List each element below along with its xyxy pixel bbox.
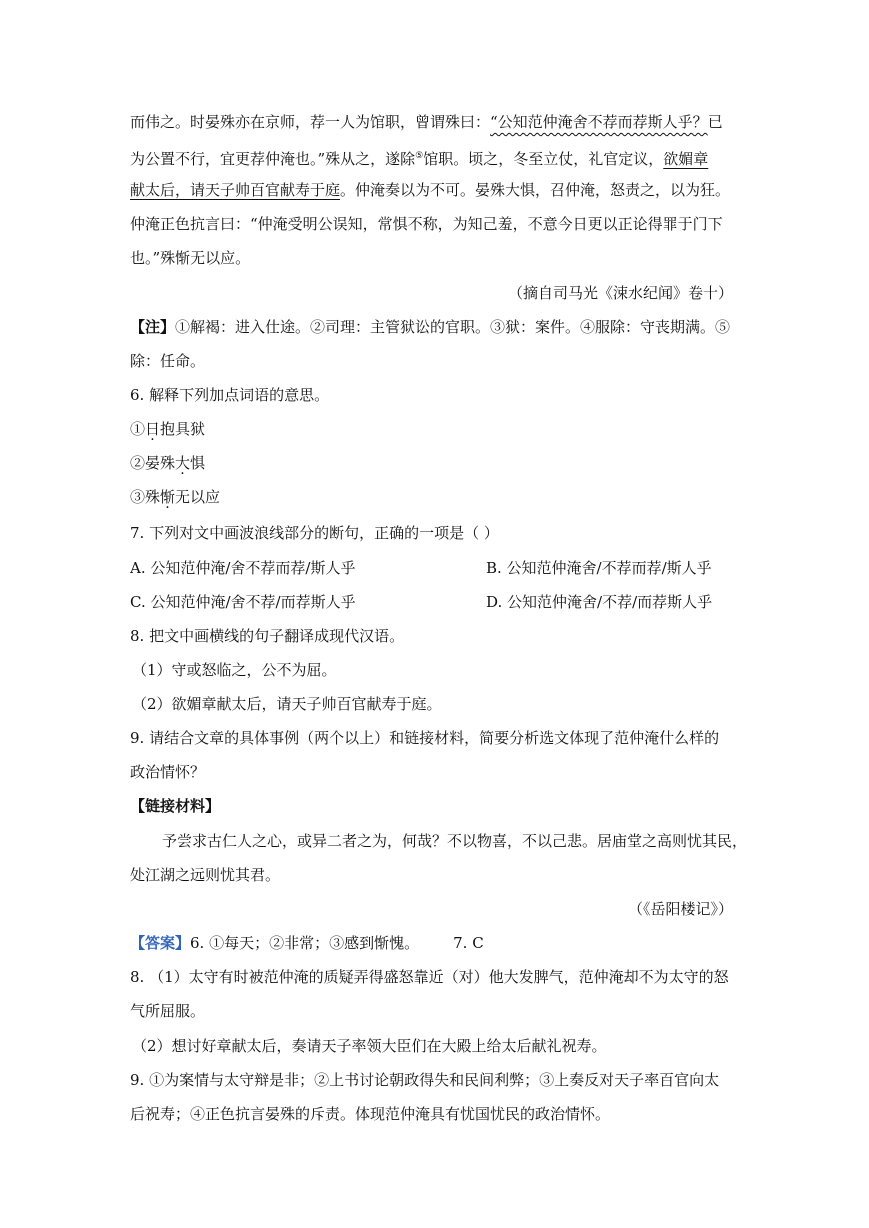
passage-line-2	[130, 146, 708, 169]
item-text: ②晏殊	[130, 454, 176, 472]
answer-9-line-1: 9. ①为案情与太守辩是非；②上书讨论朝政得失和民间利弊；③上奏反对天子率百官向太	[130, 1071, 720, 1089]
answer-8-part-2: （2）想讨好章献太后，奏请天子率领大臣们在大殿上给太后献礼祝寿。	[132, 1037, 607, 1055]
question-9-stem-line-2: 政治情怀？	[130, 763, 206, 781]
question-6-item-1	[130, 419, 205, 439]
item-text: 抱具狱	[160, 420, 206, 438]
question-8-stem: 8. 把文中画横线的句子翻译成现代汉语。	[130, 627, 405, 645]
option-a: A. 公知范仲淹/舍不荐而荐/斯人乎	[130, 559, 356, 577]
link-material-line-2: 处江湖之远则忧其君。	[130, 866, 281, 884]
answer-8-line-1: 8. （1）太守有时被范仲淹的质疑弄得盛怒靠近（对）他大发脾气，范仲淹却不为太守的怒	[130, 968, 729, 986]
footnote-marker: ⑤	[415, 151, 424, 161]
dotted-word: 惭	[160, 488, 176, 506]
item-text: 无以应	[175, 488, 221, 506]
dotted-word: 日	[145, 420, 161, 438]
passage-text: 。仲淹奏以为不可。晏殊大惧，召仲淹，怒责之，以为狂。	[340, 181, 731, 199]
option-b: B. 公知范仲淹舍/不荐而荐/斯人乎	[486, 559, 712, 577]
underlined-text: 欲媚章	[663, 150, 709, 168]
passage-text: 而伟之。时晏殊亦在京师，荐一人为馆职，曾谓殊曰：	[130, 113, 491, 131]
option-d: D. 公知范仲淹舍/不荐/而荐斯人乎	[486, 593, 713, 611]
passage-text: 馆职。顷之，冬至立仗，礼官定议，	[423, 150, 664, 168]
question-6-item-3	[130, 487, 220, 507]
passage-text: 已	[707, 113, 723, 131]
link-material-label: 【链接材料】	[130, 797, 221, 815]
answer-8-line-2: 气所屈服。	[130, 1002, 206, 1020]
option-c: C. 公知范仲淹/舍不荐/而荐斯人乎	[130, 593, 356, 611]
answer-line-1	[130, 933, 484, 953]
link-material-line-1: 予尝求古仁人之心，或异二者之为，何哉？不以物喜，不以己悲。居庙堂之高则忧其民，	[162, 832, 748, 850]
notes-line-2: 除：任命。	[130, 352, 206, 370]
question-8-sentence-1: （1）守或怒临之，公不为屈。	[132, 661, 337, 679]
link-material-source: （《岳阳楼记》）	[627, 900, 733, 918]
question-9-stem-line-1: 9. 请结合文章的具体事例（两个以上）和链接材料，简要分析选文体现了范仲淹什么样的	[130, 729, 720, 747]
passage-line-4: 仲淹正色抗言曰：“仲淹受明公误知，常惧不称，为知己羞，不意今日更以正论得罪于门下	[130, 215, 723, 233]
item-text: 惧	[190, 454, 206, 472]
notes-line-1	[130, 317, 730, 337]
dotted-word: 大	[175, 454, 191, 472]
passage-line-3	[130, 180, 730, 200]
question-6-stem: 6. 解释下列加点词语的意思。	[130, 386, 330, 404]
underlined-text: 献太后，请天子帅百官献寿于庭	[130, 181, 341, 199]
notes-label: 【注】	[130, 318, 176, 336]
wavy-underlined-text: “公知范仲淹舍不荐而荐斯人乎？	[490, 113, 708, 131]
passage-line-1	[130, 112, 723, 132]
passage-text: 为公置不行，宜更荐仲淹也。”殊从之，遂除	[130, 150, 416, 168]
item-text: ③殊	[130, 488, 161, 506]
answer-9-line-2: 后祝寿；④正色抗言晏殊的斥责。体现范仲淹具有忧国忧民的政治情怀。	[130, 1105, 611, 1123]
answer-7: 7. C	[453, 934, 484, 952]
question-7-stem: 7. 下列对文中画波浪线部分的断句，正确的一项是（ ）	[130, 524, 499, 542]
question-8-sentence-2: （2）欲媚章献太后，请天子帅百官献寿于庭。	[132, 695, 442, 713]
answer-6: 6. ①每天；②非常；③感到惭愧。	[190, 934, 420, 952]
passage-source: （摘自司马光《涑水纪闻》卷十）	[507, 284, 733, 302]
question-6-item-2	[130, 453, 205, 473]
answer-label: 【答案】	[130, 934, 191, 952]
passage-line-5: 也。”殊惭无以应。	[130, 249, 251, 267]
notes-text: ①解褐：进入仕途。②司理：主管狱讼的官职。③狱：案件。④服除：守丧期满。⑤	[175, 318, 731, 336]
item-text: ①	[130, 420, 146, 438]
